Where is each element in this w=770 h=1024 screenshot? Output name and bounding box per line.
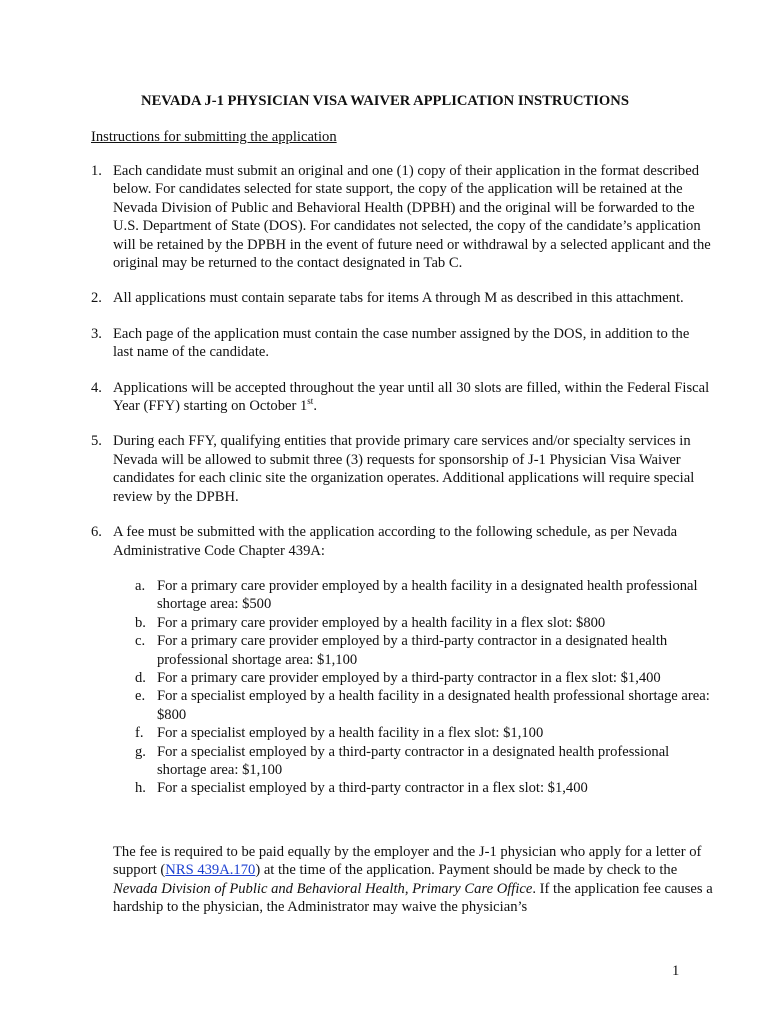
fee-schedule-item <box>135 669 711 687</box>
fee-paragraph <box>113 843 713 917</box>
list-item-text: A fee must be submitted with the application according to the following schedule, as per Nevada Administrative Code Chapter 439A: <box>113 524 678 559</box>
division-name-italic: Nevada Division of Public and Behavioral Health <box>113 880 405 897</box>
list-item-text <box>113 380 709 414</box>
fee-item-text: For a primary care provider employed by a third-party contractor in a flex slot: $1,400 <box>157 669 661 686</box>
list-item-text: Each page of the application must contain the case number assigned by the DOS, in addition to the last name of the candidate. <box>113 325 690 361</box>
fee-item-text: For a specialist employed by a third-party contractor in a designated health professional shortage area: $1,100 <box>157 743 670 778</box>
fee-item-text: For a primary care provider employed by a third-party contractor in a designated health professional shortage area: $1,100 <box>157 633 668 668</box>
list-item-number: 6. <box>91 524 102 541</box>
page-number: 1 <box>672 963 680 979</box>
fee-text-part4: . If the application fee causes a hardship to the physician, the Administrator may waive the physician’s <box>113 880 713 916</box>
nrs-439a-170-link[interactable]: NRS 439A.170 <box>165 862 256 879</box>
fee-schedule-item <box>135 632 711 669</box>
list-item <box>91 162 711 272</box>
fee-item-letter: c. <box>135 633 146 650</box>
list-item <box>91 523 711 798</box>
list-item-text: During each FFY, qualifying entities that provide primary care services and/or specialty services in Nevada will be allowed to submit three (3) requests for sponsorship of J-1 Physician Visa Waiver candidates for each clinic site the organization operates. Additional applications will require special review by the DPBH. <box>113 433 695 505</box>
fee-schedule-item <box>135 577 711 614</box>
fee-item-text: For a specialist employed by a health facility in a designated health professional shortage area: $800 <box>157 688 710 723</box>
fee-schedule-item <box>135 687 711 724</box>
list-item-number: 2. <box>91 290 102 307</box>
instructions-list <box>91 162 711 815</box>
fee-text-part3: , <box>404 880 413 897</box>
list-item-text-end: . <box>313 398 317 415</box>
fee-schedule-item <box>135 614 711 632</box>
list-item-number: 1. <box>91 163 102 179</box>
fee-schedule-item <box>135 779 711 797</box>
fee-schedule-item <box>135 724 711 742</box>
list-item-text-main: Applications will be accepted throughout the year until all 30 slots are filled, within the Federal Fiscal Year (FFY) starting on October 1 <box>113 379 710 415</box>
fee-item-letter: e. <box>135 688 146 705</box>
fee-item-letter: g. <box>135 743 146 760</box>
fee-item-letter: a. <box>135 577 146 594</box>
list-item-number: 5. <box>91 433 102 450</box>
list-item <box>91 325 711 362</box>
ordinal-superscript: st <box>307 396 314 407</box>
list-item <box>91 379 711 416</box>
fee-item-text: For a specialist employed by a health facility in a flex slot: $1,100 <box>157 725 544 742</box>
fee-text-part1: The fee is required to be paid equally by the employer and the J-1 physician who apply for a letter of support ( <box>113 844 702 879</box>
list-item-number: 4. <box>91 379 102 396</box>
fee-item-letter: b. <box>135 614 146 631</box>
document-title: NEVADA J-1 PHYSICIAN VISA WAIVER APPLICATION INSTRUCTIONS <box>141 93 629 109</box>
section-heading: Instructions for submitting the application <box>91 129 337 145</box>
fee-item-letter: f. <box>135 725 144 742</box>
fee-item-letter: h. <box>135 780 146 797</box>
fee-schedule-list <box>113 577 711 798</box>
list-item-text: Each candidate must submit an original and one (1) copy of their application in the format described below. For candidates selected for state support, the copy of the application will be retained at the Nevada Division of Public and Behavioral Health (DPBH) and the original will be forwarded to the U.S. Department of State (DOS). For candidates not selected, the copy of the candidate’s application will be retained by the DPBH in the event of future need or withdrawal by a selected applicant and the original may be returned to the contact designated in Tab C. <box>113 163 711 272</box>
list-item-text: All applications must contain separate tabs for items A through M as described in this attachment. <box>113 290 684 307</box>
fee-item-text: For a primary care provider employed by a health facility in a flex slot: $800 <box>157 614 606 631</box>
list-item-number: 3. <box>91 325 102 342</box>
fee-schedule-item <box>135 743 711 780</box>
fee-text-part2: ) at the time of the application. Payment should be made by check to the <box>255 862 678 879</box>
fee-item-text: For a primary care provider employed by a health facility in a designated health professional shortage area: $500 <box>157 577 698 613</box>
list-item <box>91 432 711 506</box>
fee-item-letter: d. <box>135 669 146 686</box>
list-item <box>91 289 711 307</box>
fee-item-text: For a specialist employed by a third-party contractor in a flex slot: $1,400 <box>157 780 588 797</box>
office-name-italic: Primary Care Office <box>412 880 533 897</box>
